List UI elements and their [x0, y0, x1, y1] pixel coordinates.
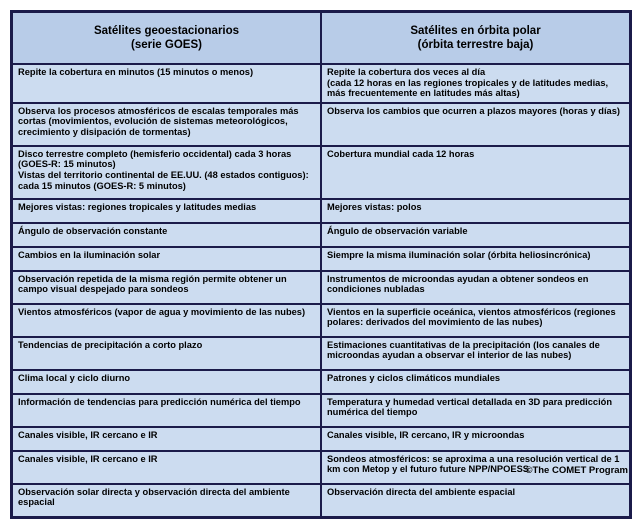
table-row [13, 65, 629, 102]
polar-cell: Instrumentos de microondas ayudan a obtener sondeos en condiciones nubladas [322, 272, 629, 303]
polar-cell: Ángulo de observación variable [322, 224, 629, 246]
polar-cell: Temperatura y humedad vertical detallada en 3D para predicción numérica del tiempo [322, 395, 629, 426]
goes-cell: Tendencias de precipitación a corto plazo [13, 338, 320, 369]
goes-cell: Canales visible, IR cercano e IR [13, 452, 320, 483]
table-header-row [13, 13, 629, 63]
table-row [13, 338, 629, 369]
goes-cell: Observa los procesos atmosféricos de escalas temporales más cortas (movimientos, evolución de sistemas meteorológicos, crecimiento y disipación de tormentas) [13, 104, 320, 145]
goes-cell: Información de tendencias para predicción numérica del tiempo [13, 395, 320, 426]
comparison-table-frame [10, 10, 632, 519]
table-row [13, 224, 629, 246]
goes-cell: Vientos atmosféricos (vapor de agua y movimiento de las nubes) [13, 305, 320, 336]
table-row [13, 272, 629, 303]
table-row [13, 248, 629, 270]
goes-cell: Repite la cobertura en minutos (15 minutos o menos) [13, 65, 320, 102]
copyright-credit: ©The COMET Program [525, 465, 628, 476]
table-row [13, 147, 629, 198]
goes-cell: Mejores vistas: regiones tropicales y latitudes medias [13, 200, 320, 222]
header-geostationary: Satélites geoestacionarios (serie GOES) [13, 13, 320, 63]
goes-cell: Clima local y ciclo diurno [13, 371, 320, 393]
table-row [13, 395, 629, 426]
goes-cell: Canales visible, IR cercano e IR [13, 428, 320, 450]
polar-cell: Observa los cambios que ocurren a plazos mayores (horas y días) [322, 104, 629, 145]
polar-cell: Siempre la misma iluminación solar (órbita heliosincrónica) [322, 248, 629, 270]
table-row [13, 371, 629, 393]
table-row [13, 104, 629, 145]
polar-cell: Cobertura mundial cada 12 horas [322, 147, 629, 198]
goes-cell: Observación solar directa y observación directa del ambiente espacial [13, 485, 320, 516]
goes-cell: Observación repetida de la misma región permite obtener un campo visual despejado para sondeos [13, 272, 320, 303]
table-row [13, 485, 629, 516]
header-polar-orbit: Satélites en órbita polar (órbita terrestre baja) [322, 13, 629, 63]
goes-cell: Cambios en la iluminación solar [13, 248, 320, 270]
polar-cell: Mejores vistas: polos [322, 200, 629, 222]
table-row [13, 305, 629, 336]
polar-cell: Repite la cobertura dos veces al día (cada 12 horas en las regiones tropicales y de latitudes medias, más frecuentemente en latitudes más altas) [322, 65, 629, 102]
goes-cell: Ángulo de observación constante [13, 224, 320, 246]
comparison-table [11, 11, 631, 518]
goes-cell: Disco terrestre completo (hemisferio occidental) cada 3 horas (GOES-R: 15 minutos) Vistas del territorio continental de EE.UU. (48 estados contiguos): cada 15 minutos (GOES-R: 5 minutos) [13, 147, 320, 198]
polar-cell: Observación directa del ambiente espacial [322, 485, 629, 516]
polar-cell: Patrones y ciclos climáticos mundiales [322, 371, 629, 393]
polar-cell: Estimaciones cuantitativas de la precipitación (los canales de microondas ayudan a observar el interior de las nubes) [322, 338, 629, 369]
polar-cell: Canales visible, IR cercano, IR y microondas [322, 428, 629, 450]
table-row [13, 200, 629, 222]
polar-cell: Sondeos atmosféricos: se aproxima a una resolución vertical de 1 km con Metop y el futuro future NPP/NPOESS [322, 452, 629, 483]
polar-cell: Vientos en la superficie oceánica, vientos atmosféricos (regiones polares: derivados del movimiento de las nubes) [322, 305, 629, 336]
table-row [13, 428, 629, 450]
